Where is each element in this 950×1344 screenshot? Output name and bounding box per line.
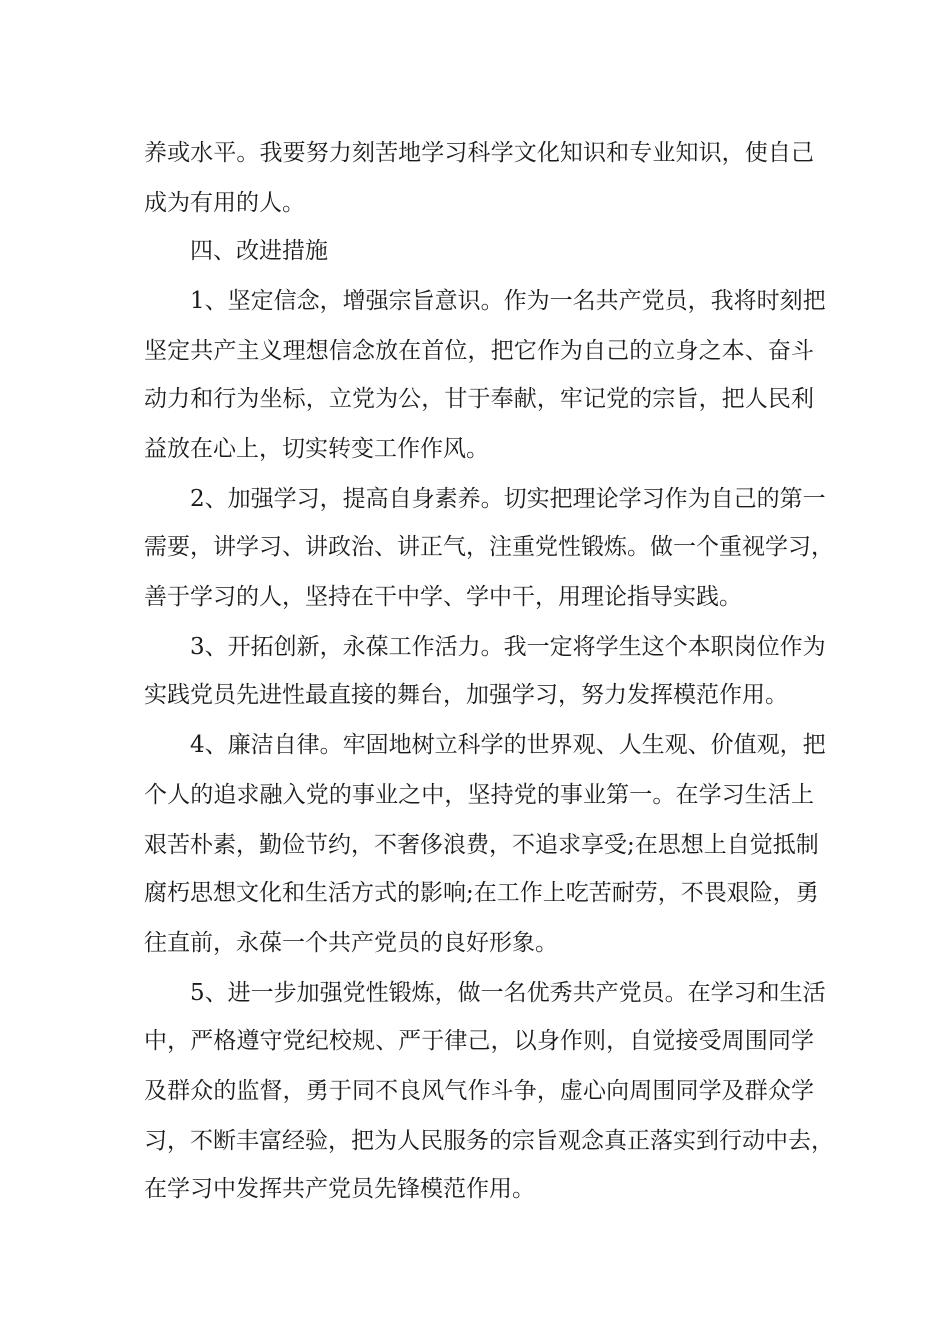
text-line: 腐朽思想文化和生活方式的影响;在工作上吃苦耐劳，不畏艰险，勇	[144, 880, 819, 906]
text-line: 需要，讲学习、讲政治、讲正气，注重党性锻炼。做一个重视学习，	[144, 534, 834, 560]
text-line: 善于学习的人，坚持在干中学、学中干，用理论指导实践。	[144, 584, 742, 610]
text-line: 中，严格遵守党纪校规、严于律己，以身作则，自觉接受周围同学	[144, 1028, 814, 1054]
text-line: 成为有用的人。	[144, 190, 305, 216]
text-line: 动力和行为坐标，立党为公，甘于奉献，牢记党的宗旨，把人民利	[144, 386, 814, 412]
text-line: 益放在心上，切实转变工作作风。	[144, 436, 489, 462]
text-line: 在学习中发挥共产党员先锋模范作用。	[144, 1176, 535, 1202]
text-line: 5、进一步加强党性锻炼，做一名优秀共产党员。在学习和生活	[190, 980, 826, 1006]
text-line: 4、廉洁自律。牢固地树立科学的世界观、人生观、价值观，把	[190, 732, 826, 758]
text-line: 实践党员先进性最直接的舞台，加强学习，努力发挥模范作用。	[144, 682, 788, 708]
text-line: 个人的追求融入党的事业之中，坚持党的事业第一。在学习生活上	[144, 782, 814, 808]
text-line: 养或水平。我要努力刻苦地学习科学文化知识和专业知识，使自己	[144, 140, 814, 166]
text-line: 2、加强学习，提高自身素养。切实把理论学习作为自己的第一	[190, 486, 826, 512]
text-line: 习，不断丰富经验，把为人民服务的宗旨观念真正落实到行动中去，	[144, 1128, 834, 1154]
text-line: 艰苦朴素，勤俭节约，不奢侈浪费，不追求享受;在思想上自觉抵制	[144, 832, 819, 858]
text-line: 坚定共产主义理想信念放在首位，把它作为自己的立身之本、奋斗	[144, 338, 814, 364]
text-line: 及群众的监督，勇于同不良风气作斗争，虚心向周围同学及群众学	[144, 1078, 814, 1104]
text-line: 3、开拓创新，永葆工作活力。我一定将学生这个本职岗位作为	[190, 634, 826, 660]
text-line: 1、坚定信念，增强宗旨意识。作为一名共产党员，我将时刻把	[190, 288, 826, 314]
text-line: 往直前，永葆一个共产党员的良好形象。	[144, 930, 558, 956]
section-heading: 四、改进措施	[190, 238, 328, 264]
